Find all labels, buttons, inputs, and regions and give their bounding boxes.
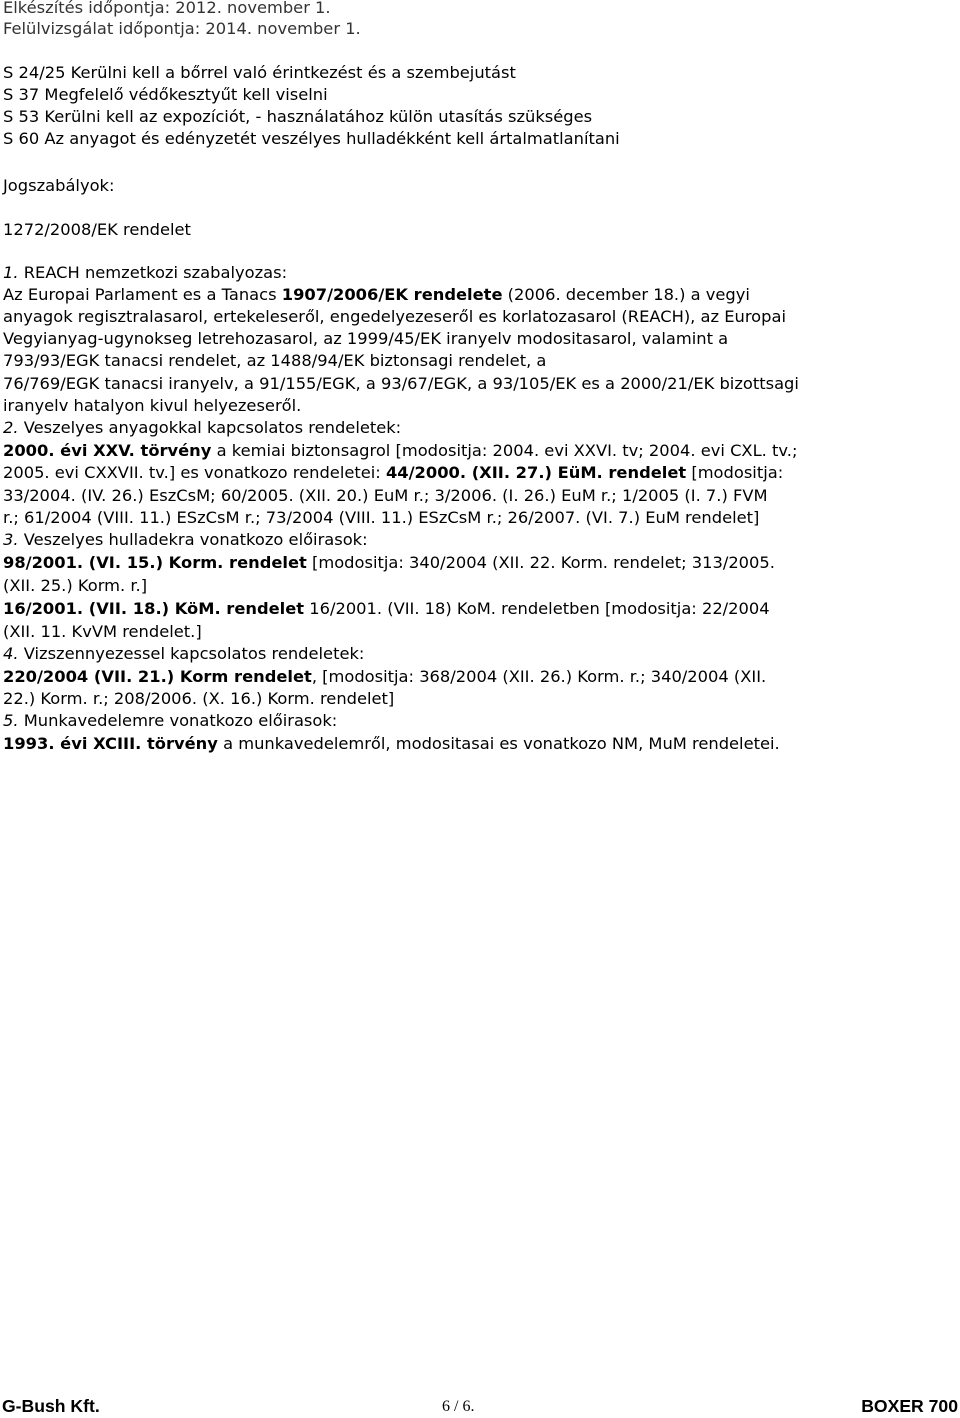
laws-heading: Jogszabályok: bbox=[3, 176, 115, 195]
creation-date: Elkészítés időpontja: 2012. november 1. bbox=[3, 0, 331, 17]
footer-company: G-Bush Kft. bbox=[2, 1396, 100, 1416]
section-2-heading: 2. Veszelyes anyagokkal kapcsolatos rendeletek: bbox=[3, 418, 402, 437]
footer-product: BOXER 700 bbox=[861, 1396, 958, 1416]
section-5-heading: 5. Munkavedelemre vonatkozo előirasok: bbox=[3, 711, 338, 730]
s-phrase: S 60 Az anyagot és edényzetét veszélyes hulladékként kell ártalmatlanítani bbox=[3, 129, 620, 148]
section-1-line: 793/93/EGK tanacsi rendelet, az 1488/94/EK biztonsagi rendelet, a bbox=[3, 351, 547, 370]
section-2-line: 2000. évi XXV. törvény a kemiai biztonsagrol [modositja: 2004. evi XXVI. tv; 2004. evi CXL. tv.; bbox=[3, 441, 798, 460]
revision-date: Felülvizsgálat időpontja: 2014. november 1. bbox=[3, 19, 361, 38]
s-phrase: S 37 Megfelelő védőkesztyűt kell viselni bbox=[3, 85, 328, 104]
section-1-line: 76/769/EGK tanacsi iranyelv, a 91/155/EGK, a 93/67/EGK, a 93/105/EK es a 2000/21/EK bizottsagi bbox=[3, 374, 799, 393]
section-4-line: 22.) Korm. r.; 208/2006. (X. 16.) Korm. rendelet] bbox=[3, 689, 395, 708]
section-1-heading: 1. REACH nemzetkozi szabalyozas: bbox=[3, 263, 288, 282]
section-2-line: 2005. evi CXXVII. tv.] es vonatkozo rendeletei: 44/2000. (XII. 27.) EüM. rendelet [modositja: bbox=[3, 463, 784, 482]
section-1-line: Vegyianyag-ugynokseg letrehozasarol, az 1999/45/EK iranyelv modositasarol, valamint a bbox=[3, 329, 729, 348]
section-1-line: Az Europai Parlament es a Tanacs 1907/2006/EK rendelete (2006. december 18.) a vegyi bbox=[3, 285, 750, 304]
section-1-line: anyagok regisztralasarol, ertekeleseről, engedelyezeseről es korlatozasarol (REACH), az Europai bbox=[3, 307, 786, 326]
section-3-line: 16/2001. (VII. 18.) KöM. rendelet 16/2001. (VII. 18) KoM. rendeletben [modositja: 22/2004 bbox=[3, 599, 770, 618]
section-2-line: 33/2004. (IV. 26.) EszCsM; 60/2005. (XII. 20.) EuM r.; 3/2006. (I. 26.) EuM r.; 1/2005 (I. 7.) FVM bbox=[3, 486, 768, 505]
section-4-heading: 4. Vizszennyezessel kapcsolatos rendeletek: bbox=[3, 644, 365, 663]
s-phrase: S 24/25 Kerülni kell a bőrrel való érintkezést és a szembejutást bbox=[3, 63, 516, 82]
section-3-line: 98/2001. (VI. 15.) Korm. rendelet [modositja: 340/2004 (XII. 22. Korm. rendelet; 313/2005. bbox=[3, 553, 775, 572]
section-4-line: 220/2004 (VII. 21.) Korm rendelet, [modositja: 368/2004 (XII. 26.) Korm. r.; 340/2004 (XII. bbox=[3, 667, 767, 686]
section-2-line: r.; 61/2004 (VIII. 11.) ESzCsM r.; 73/2004 (VIII. 11.) ESzCsM r.; 26/2007. (VI. 7.) EuM rendelet] bbox=[3, 508, 760, 527]
section-3-line: (XII. 11. KvVM rendelet.] bbox=[3, 622, 202, 641]
section-5-line: 1993. évi XCIII. törvény a munkavedelemről, modositasai es vonatkozo NM, MuM rendeletei. bbox=[3, 734, 780, 753]
footer-page-number: 6 / 6. bbox=[442, 1398, 475, 1415]
section-1-line: iranyelv hatalyon kivul helyezeseről. bbox=[3, 396, 302, 415]
s-phrase: S 53 Kerülni kell az expozíciót, - használatához külön utasítás szükséges bbox=[3, 107, 593, 126]
regulation-1272: 1272/2008/EK rendelet bbox=[3, 220, 191, 239]
section-3-heading: 3. Veszelyes hulladekra vonatkozo előirasok: bbox=[3, 530, 368, 549]
section-3-line: (XII. 25.) Korm. r.] bbox=[3, 576, 148, 595]
